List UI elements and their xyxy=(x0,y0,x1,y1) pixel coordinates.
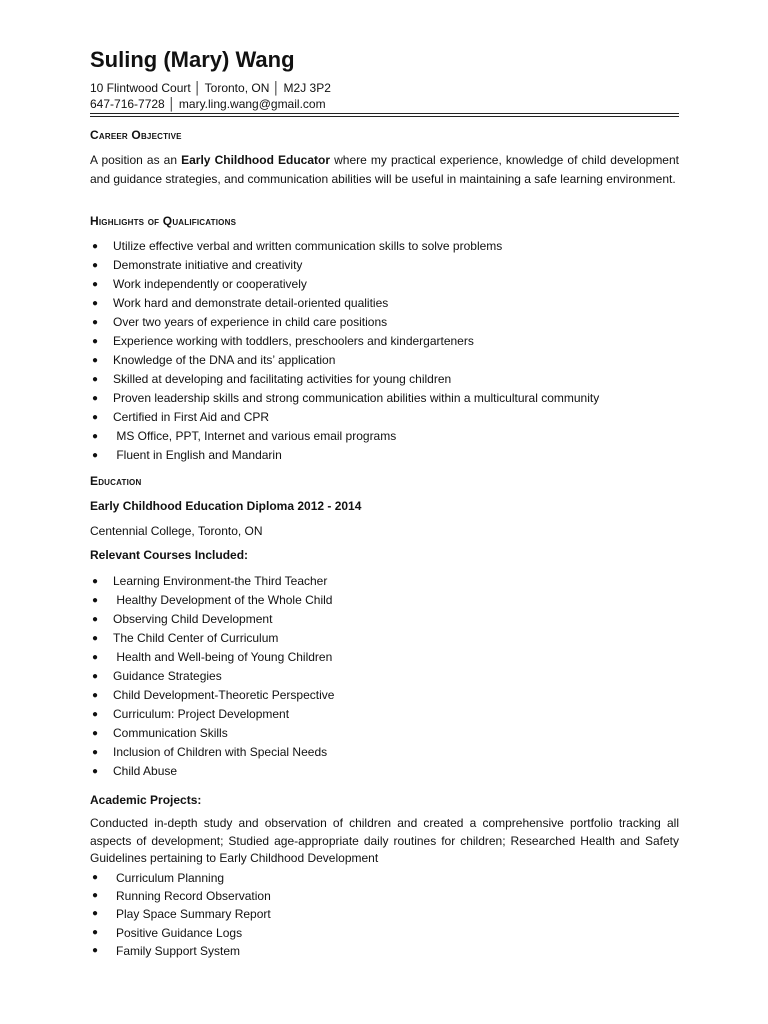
project-item xyxy=(90,869,271,887)
objective-role: Early Childhood Educator xyxy=(181,153,331,167)
course-item-text: Health and Well-being of Young Children xyxy=(113,650,333,664)
project-item-text: Positive Guidance Logs xyxy=(116,925,243,940)
highlight-item xyxy=(90,408,599,427)
course-item-text: Inclusion of Children with Special Needs xyxy=(113,745,328,759)
course-item xyxy=(90,705,334,724)
course-item-text: Learning Environment-the Third Teacher xyxy=(113,574,328,588)
bullet-icon: ● xyxy=(91,633,99,644)
bullet-icon: ● xyxy=(91,576,99,587)
highlight-item-text: Work hard and demonstrate detail-oriented qualities xyxy=(113,296,389,310)
highlight-item xyxy=(90,332,599,351)
project-item xyxy=(90,942,271,960)
applicant-name: Suling (Mary) Wang xyxy=(90,47,295,72)
course-item xyxy=(90,667,334,686)
bullet-icon: ● xyxy=(91,298,99,309)
bullet-icon: ● xyxy=(91,355,99,366)
project-item xyxy=(90,924,271,942)
bullet-icon: ● xyxy=(91,241,99,252)
bullet-icon: ● xyxy=(91,890,99,902)
highlight-item xyxy=(90,351,599,370)
highlight-item-text: Work independently or cooperatively xyxy=(113,277,307,291)
highlight-item xyxy=(90,275,599,294)
bullet-icon: ● xyxy=(91,614,99,625)
highlight-item xyxy=(90,446,599,465)
bullet-icon: ● xyxy=(91,374,99,385)
highlight-item-text: MS Office, PPT, Internet and various email programs xyxy=(113,429,397,443)
highlight-item xyxy=(90,389,599,408)
course-item xyxy=(90,572,334,591)
project-item xyxy=(90,905,271,923)
highlight-item xyxy=(90,294,599,313)
highlight-item xyxy=(90,370,599,389)
highlights-list xyxy=(90,237,599,465)
bullet-icon: ● xyxy=(91,671,99,682)
bullet-icon: ● xyxy=(91,260,99,271)
project-item-text: Family Support System xyxy=(116,943,241,958)
course-item-text: Communication Skills xyxy=(113,726,228,740)
bullet-icon: ● xyxy=(91,747,99,758)
education-heading: Education xyxy=(90,474,142,488)
bullet-icon: ● xyxy=(91,652,99,663)
course-item-text: Curriculum: Project Development xyxy=(113,707,290,721)
course-item-text: The Child Center of Curriculum xyxy=(113,631,279,645)
bullet-icon: ● xyxy=(91,944,99,956)
course-item-text: Healthy Development of the Whole Child xyxy=(113,593,333,607)
highlight-item-text: Experience working with toddlers, preschoolers and kindergarteners xyxy=(113,334,474,348)
project-item xyxy=(90,887,271,905)
highlight-item xyxy=(90,313,599,332)
courses-list xyxy=(90,572,334,781)
project-item-text: Curriculum Planning xyxy=(116,871,225,885)
bullet-icon: ● xyxy=(91,393,99,404)
project-item-text: Running Record Observation xyxy=(116,889,271,904)
contact-line: 647-716-7728 │ mary.ling.wang@gmail.com xyxy=(90,97,326,111)
projects-heading: Academic Projects: xyxy=(90,793,202,807)
bullet-icon: ● xyxy=(91,728,99,739)
projects-list xyxy=(90,869,271,960)
course-item xyxy=(90,591,334,610)
bullet-icon: ● xyxy=(91,766,99,777)
course-item xyxy=(90,648,334,667)
course-item-text: Child Abuse xyxy=(113,764,178,778)
highlight-item xyxy=(90,427,599,446)
bullet-icon: ● xyxy=(91,690,99,701)
diploma-title: Early Childhood Education Diploma 2012 - 2014 xyxy=(90,499,362,513)
course-item xyxy=(90,724,334,743)
bullet-icon: ● xyxy=(91,709,99,720)
highlight-item-text: Proven leadership skills and strong communication abilities within a multicultural community xyxy=(113,391,600,405)
highlight-item-text: Utilize effective verbal and written communication skills to solve problems xyxy=(113,239,503,253)
bullet-icon: ● xyxy=(91,926,99,938)
bullet-icon: ● xyxy=(91,317,99,328)
bullet-icon: ● xyxy=(91,336,99,347)
highlight-item-text: Certified in First Aid and CPR xyxy=(113,410,270,424)
course-item-text: Child Development-Theoretic Perspective xyxy=(113,688,335,702)
courses-heading: Relevant Courses Included: xyxy=(90,548,249,562)
project-item-text: Play Space Summary Report xyxy=(116,907,271,922)
course-item xyxy=(90,686,334,705)
highlight-item xyxy=(90,256,599,275)
highlight-item-text: Skilled at developing and facilitating activities for young children xyxy=(113,372,452,386)
school-name: Centennial College, Toronto, ON xyxy=(90,524,263,538)
bullet-icon: ● xyxy=(91,431,99,442)
bullet-icon: ● xyxy=(91,412,99,423)
course-item-text: Observing Child Development xyxy=(113,612,273,626)
highlight-item-text: Over two years of experience in child care positions xyxy=(113,315,388,329)
bullet-icon: ● xyxy=(91,595,99,606)
header-divider-bottom xyxy=(90,116,679,117)
career-objective-text: A position as an Early Childhood Educator where my practical experience, knowledge of child development and guidance strategies, and communication abilities will be useful in maintaining a safe learning environment. xyxy=(90,153,679,186)
address-line: 10 Flintwood Court │ Toronto, ON │ M2J 3P2 xyxy=(90,81,331,95)
course-item xyxy=(90,629,334,648)
bullet-icon: ● xyxy=(91,908,99,920)
highlight-item xyxy=(90,237,599,256)
highlights-heading: Highlights of Qualifications xyxy=(90,214,237,228)
course-item-text: Guidance Strategies xyxy=(113,669,222,683)
highlight-item-text: Fluent in English and Mandarin xyxy=(113,448,282,462)
bullet-icon: ● xyxy=(91,450,99,461)
header-divider-top xyxy=(90,113,679,114)
bullet-icon: ● xyxy=(91,872,99,883)
projects-text: Conducted in-depth study and observation of children and created a comprehensive portfolio tracking all aspects of development; Studied age-appropriate daily routines for children; Researched Health and Safety Guidelines pertaining to Early Childhood Development xyxy=(90,816,679,865)
course-item xyxy=(90,743,334,762)
highlight-item-text: Knowledge of the DNA and its’ application xyxy=(113,353,336,367)
highlight-item-text: Demonstrate initiative and creativity xyxy=(113,258,303,272)
course-item xyxy=(90,610,334,629)
career-objective-heading: Career Objective xyxy=(90,128,182,142)
course-item xyxy=(90,762,334,781)
bullet-icon: ● xyxy=(91,279,99,290)
